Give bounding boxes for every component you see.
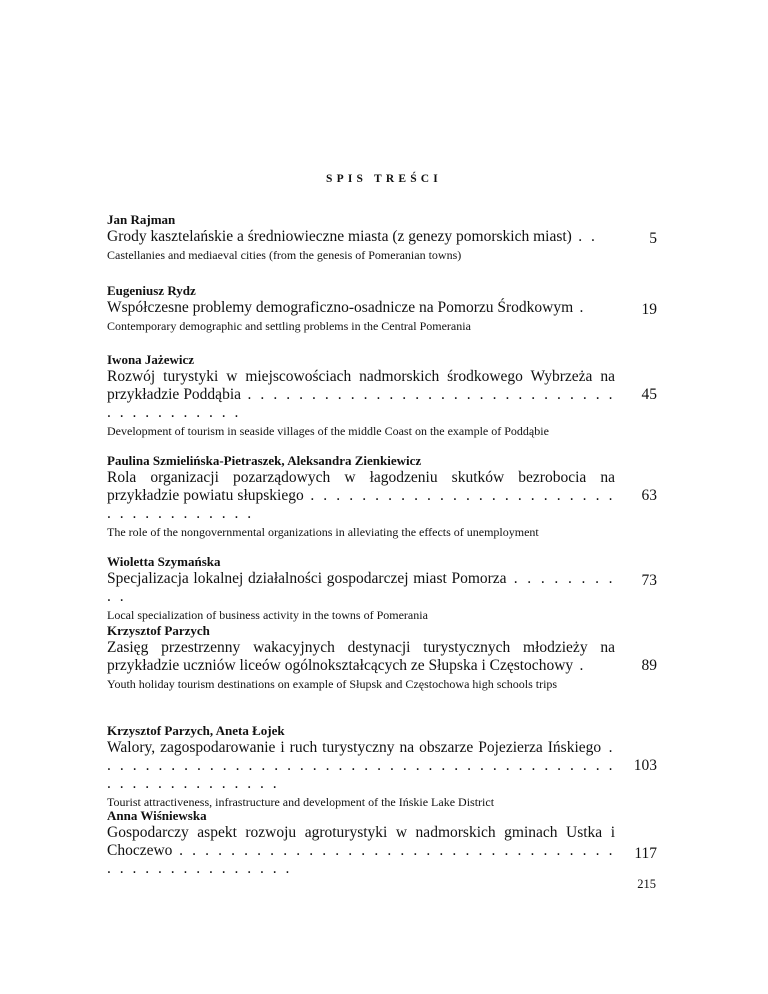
entry-page-number: 103 bbox=[633, 757, 657, 774]
entry-author: Eugeniusz Rydz bbox=[107, 283, 196, 298]
entry-author: Paulina Szmielińska-Pietraszek, Aleksandra Zienkiewicz bbox=[107, 453, 422, 468]
entry-leader: . bbox=[573, 299, 586, 316]
page-folio: 215 bbox=[637, 877, 656, 891]
toc-entry bbox=[107, 211, 657, 263]
entry-page-number: 63 bbox=[641, 487, 657, 504]
entry-author: Iwona Jażewicz bbox=[107, 352, 195, 367]
toc-entry bbox=[107, 452, 657, 540]
entry-title-text: Specjalizacja lokalnej działalności gospodarczej miast Pomorza bbox=[107, 570, 507, 587]
entry-translation: Local specialization of business activity in the towns of Pomerania bbox=[107, 608, 428, 622]
entry-leader: . . . . . . . . . . . . . . . . . . . . . . . . . . . . . . . . . . . . . . . . . . . . . . . . . bbox=[107, 842, 615, 877]
entry-translation: Castellanies and mediaeval cities (from the genesis of Pomeranian towns) bbox=[107, 248, 462, 262]
entry-title-text: Zasięg przestrzenny wakacyjnych destynacji turystycznych młodzieży na przykładzie uczniów liceów ogólnokształcących ze Słupska i Częstochowy bbox=[107, 639, 615, 674]
entry-translation: The role of the nongovernmental organizations in alleviating the effects of unemployment bbox=[107, 525, 539, 539]
entry-title-text: Współczesne problemy demograficzno-osadnicze na Pomorzu Środkowym bbox=[107, 299, 574, 316]
entry-title bbox=[107, 824, 615, 878]
toc-heading: SPIS TREŚCI bbox=[326, 173, 442, 185]
entry-title-text: Rozwój turystyki w miejscowościach nadmorskich środkowego Wybrzeża na przykładzie Poddąbia bbox=[107, 368, 615, 403]
entry-title bbox=[107, 299, 615, 317]
entry-author: Anna Wiśniewska bbox=[107, 808, 207, 823]
entry-leader: . . . . . . . . . . . . . . . . . . . . . . . . . . . . . . . . . . . . . . . . bbox=[107, 386, 616, 421]
toc-entry bbox=[107, 553, 657, 623]
toc-entry bbox=[107, 622, 657, 692]
entry-leader: . . . . . . . . . . . . . . . . . . . . . . . . . . . . . . . . . . . . bbox=[107, 487, 615, 522]
entry-page-number: 117 bbox=[634, 845, 657, 862]
entry-translation: Development of tourism in seaside villages of the middle Coast on the example of Poddąbie bbox=[107, 424, 549, 438]
toc-entry bbox=[107, 282, 657, 334]
entry-title bbox=[107, 739, 615, 793]
toc-entry bbox=[107, 722, 657, 810]
toc-entry bbox=[107, 351, 657, 439]
entry-title-text: Grody kasztelańskie a średniowieczne miasta (z genezy pomorskich miast) bbox=[107, 228, 572, 245]
entry-title bbox=[107, 469, 615, 523]
entry-page-number: 5 bbox=[649, 230, 657, 247]
entry-title bbox=[107, 570, 615, 606]
entry-leader: . bbox=[573, 657, 586, 674]
entry-author: Jan Rajman bbox=[107, 212, 176, 227]
entry-author: Wioletta Szymańska bbox=[107, 554, 221, 569]
entry-page-number: 19 bbox=[641, 301, 657, 318]
entry-title bbox=[107, 639, 615, 675]
entry-title-text: Gospodarczy aspekt rozwoju agroturystyki w nadmorskich gminach Ustka i Choczewo bbox=[107, 824, 615, 859]
entry-translation: Tourist attractiveness, infrastructure and development of the Ińskie Lake District bbox=[107, 795, 495, 809]
entry-title bbox=[107, 368, 615, 422]
entry-page-number: 45 bbox=[641, 386, 657, 403]
entry-leader: . . bbox=[571, 228, 598, 245]
toc-entry bbox=[107, 807, 657, 878]
entry-translation: Contemporary demographic and settling problems in the Central Pomerania bbox=[107, 319, 471, 333]
entry-translation: Youth holiday tourism destinations on example of Słupsk and Częstochowa high schools trips bbox=[107, 677, 558, 691]
entry-author: Krzysztof Parzych bbox=[107, 623, 210, 638]
entry-title-text: Walory, zagospodarowanie i ruch turystyczny na obszarze Pojezierza Ińskiego bbox=[107, 739, 602, 756]
entry-leader: . . . . . . . . . . . . . . . . . . . . . . . . . . . . . . . . . . . . . . . . . . . . . . . . . . . . . . . bbox=[107, 739, 616, 792]
entry-page-number: 73 bbox=[641, 572, 657, 589]
entry-title bbox=[107, 228, 615, 246]
entry-author: Krzysztof Parzych, Aneta Łojek bbox=[107, 723, 285, 738]
entry-leader: . . . . . . . . . . bbox=[107, 570, 616, 605]
entry-page-number: 89 bbox=[641, 657, 657, 674]
entry-title-text: Rola organizacji pozarządowych w łagodzeniu skutków bezrobocia na przykładzie powiatu słupskiego bbox=[107, 469, 615, 504]
